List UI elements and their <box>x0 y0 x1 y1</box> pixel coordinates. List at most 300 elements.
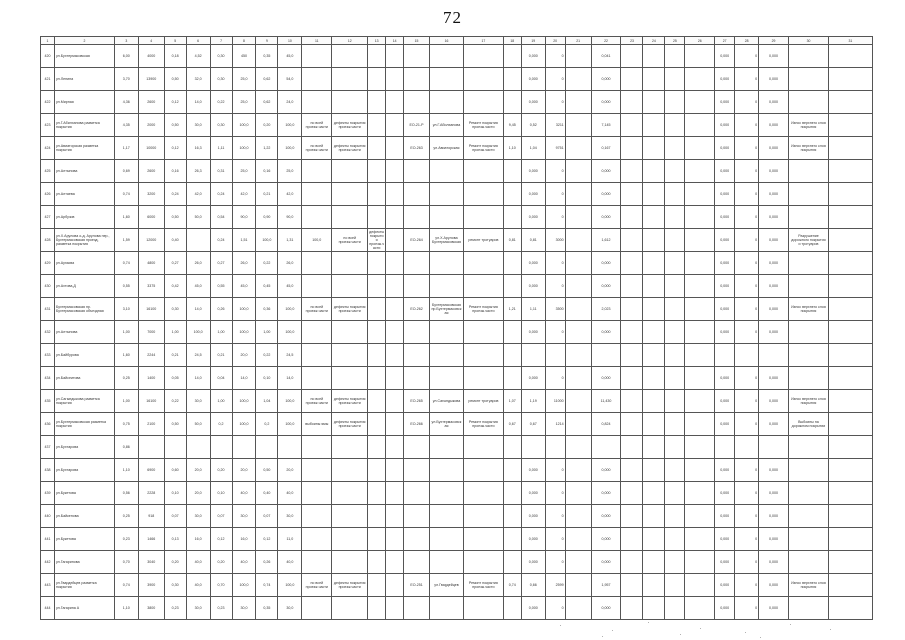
table-cell <box>404 206 430 229</box>
table-cell <box>565 344 591 367</box>
table-cell <box>232 436 256 459</box>
table-cell: 3,10 <box>114 298 138 321</box>
table-cell: 0,30 <box>164 298 186 321</box>
table-cell: 0,50 <box>164 206 186 229</box>
table-cell <box>828 229 872 252</box>
table-cell <box>665 160 685 183</box>
table-cell <box>186 436 210 459</box>
table-cell <box>368 252 386 275</box>
table-cell: 6,00 <box>114 45 138 68</box>
table-cell: 0,000 <box>521 160 545 183</box>
table-cell <box>643 68 665 91</box>
table-cell <box>368 183 386 206</box>
scan-speck <box>648 622 649 623</box>
table-cell: 0,000 <box>521 45 545 68</box>
table-cell: 1,00 <box>210 321 232 344</box>
table-cell: ул.Бухтарова <box>54 436 114 459</box>
table-cell: 40,0 <box>278 482 302 505</box>
table-cell: 0,000 <box>759 482 789 505</box>
table-cell: 433 <box>41 344 55 367</box>
table-cell: 0,000 <box>591 505 621 528</box>
table-cell <box>665 206 685 229</box>
table-cell: 0,35 <box>256 597 278 620</box>
table-cell <box>789 206 829 229</box>
table-cell: 0,000 <box>759 252 789 275</box>
table-cell <box>665 482 685 505</box>
table-cell: 1,612 <box>591 229 621 252</box>
table-cell: 0,30 <box>164 574 186 597</box>
table-cell: 2600 <box>138 91 164 114</box>
table-cell: 24,5 <box>186 344 210 367</box>
table-cell <box>503 436 521 459</box>
table-cell <box>759 436 789 459</box>
table-row <box>41 367 873 390</box>
column-number-cell: 24 <box>643 37 665 45</box>
column-number-cell: 21 <box>565 37 591 45</box>
table-cell: 0,66 <box>521 574 545 597</box>
table-cell <box>332 183 368 206</box>
table-cell <box>386 528 404 551</box>
table-cell <box>386 275 404 298</box>
table-cell: 0 <box>735 45 759 68</box>
table-cell: 0 <box>735 459 759 482</box>
table-cell <box>565 45 591 68</box>
table-cell <box>302 91 332 114</box>
table-cell <box>386 45 404 68</box>
table-cell: 0,000 <box>759 597 789 620</box>
table-cell <box>210 436 232 459</box>
table-row <box>41 390 873 413</box>
table-cell <box>665 45 685 68</box>
table-cell: 0,74 <box>114 252 138 275</box>
table-cell <box>643 505 665 528</box>
table-cell: 0,000 <box>521 91 545 114</box>
table-cell <box>332 68 368 91</box>
table-cell: 30,0 <box>232 505 256 528</box>
table-cell <box>463 367 503 390</box>
table-cell <box>463 206 503 229</box>
column-number-cell: 17 <box>463 37 503 45</box>
table-cell: 100,0 <box>256 229 278 252</box>
table-cell <box>665 229 685 252</box>
table-cell <box>621 505 643 528</box>
table-cell: 20,0 <box>278 459 302 482</box>
table-cell: 425 <box>41 160 55 183</box>
table-cell <box>643 137 665 160</box>
table-cell: дефекты покрытия проезж.части <box>332 137 368 160</box>
table-cell: 0,000 <box>521 252 545 275</box>
table-cell: 0 <box>735 114 759 137</box>
table-cell: 0,67 <box>521 413 545 436</box>
table-cell: 0,24 <box>164 183 186 206</box>
table-cell: 0,24 <box>210 229 232 252</box>
table-cell <box>386 321 404 344</box>
table-cell <box>685 91 715 114</box>
table-cell: 0 <box>545 482 565 505</box>
table-cell: 0,74 <box>114 183 138 206</box>
column-number-cell: 3 <box>114 37 138 45</box>
table-cell: 24,0 <box>278 91 302 114</box>
table-cell <box>685 459 715 482</box>
table-cell: 1400 <box>138 367 164 390</box>
table-cell: ул.Сагындыкова <box>430 390 464 413</box>
table-cell <box>789 459 829 482</box>
table-cell <box>386 206 404 229</box>
table-cell <box>503 91 521 114</box>
table-cell <box>621 252 643 275</box>
table-cell: 4,36 <box>114 91 138 114</box>
table-cell <box>643 114 665 137</box>
table-cell <box>665 68 685 91</box>
table-cell <box>503 321 521 344</box>
table-cell <box>621 183 643 206</box>
table-cell: 0,000 <box>715 390 735 413</box>
table-cell: по всей проезж.части <box>302 114 332 137</box>
table-cell <box>828 390 872 413</box>
table-cell: 0 <box>735 528 759 551</box>
table-cell: 0,22 <box>256 344 278 367</box>
table-cell: 0,16 <box>256 160 278 183</box>
table-cell <box>503 505 521 528</box>
table-cell: 0,36 <box>256 298 278 321</box>
table-cell <box>621 275 643 298</box>
column-number-cell: 12 <box>332 37 368 45</box>
table-cell: 100,0 <box>278 574 302 597</box>
table-cell <box>565 252 591 275</box>
table-cell: 26,0 <box>278 252 302 275</box>
table-cell: 0 <box>545 68 565 91</box>
table-cell <box>621 597 643 620</box>
table-cell: 30,0 <box>186 505 210 528</box>
table-cell: 1,59 <box>114 229 138 252</box>
table-cell <box>665 413 685 436</box>
table-cell: 0,12 <box>256 528 278 551</box>
table-cell: 427 <box>41 206 55 229</box>
table-cell <box>643 436 665 459</box>
table-cell: ул.Х.Арулова о-д, Арулова пер., Бухтермасовская проезд, разметка покрытия <box>54 229 114 252</box>
table-cell: 1,17 <box>114 137 138 160</box>
table-cell: ул.Г.Абилханова разметка покрытия <box>54 114 114 137</box>
table-cell: ЕО-263 <box>404 137 430 160</box>
table-cell: 0,25 <box>114 505 138 528</box>
table-cell: 0,000 <box>715 413 735 436</box>
table-cell <box>789 436 829 459</box>
table-cell <box>565 482 591 505</box>
table-cell <box>368 482 386 505</box>
table-cell <box>386 114 404 137</box>
table-cell: 0,000 <box>521 206 545 229</box>
table-cell: 1,11 <box>210 137 232 160</box>
table-cell <box>332 206 368 229</box>
table-cell: 0,000 <box>591 252 621 275</box>
table-cell <box>828 183 872 206</box>
table-cell <box>789 183 829 206</box>
table-cell <box>138 436 164 459</box>
table-cell <box>565 275 591 298</box>
table-cell <box>386 505 404 528</box>
table-cell <box>430 367 464 390</box>
table-cell <box>302 252 332 275</box>
table-cell: 0 <box>545 367 565 390</box>
column-number-cell: 5 <box>164 37 186 45</box>
table-cell: 0,000 <box>715 114 735 137</box>
table-cell <box>404 321 430 344</box>
table-cell <box>368 206 386 229</box>
table-cell: 0,20 <box>164 551 186 574</box>
table-cell <box>404 344 430 367</box>
table-cell: 1,22 <box>256 137 278 160</box>
table-cell: Износ верхнего слоя покрытия <box>789 298 829 321</box>
table-cell <box>643 160 665 183</box>
table-cell: ул.Букетова <box>54 528 114 551</box>
table-cell <box>503 252 521 275</box>
table-cell: 432 <box>41 321 55 344</box>
table-cell: 0,000 <box>591 68 621 91</box>
table-cell: 100,0 <box>232 390 256 413</box>
table-cell <box>789 597 829 620</box>
table-cell: 100,0 <box>186 321 210 344</box>
table-cell: 32,0 <box>186 68 210 91</box>
table-cell: 0,000 <box>759 298 789 321</box>
table-cell: 1,00 <box>114 390 138 413</box>
table-cell: ЕО-266 <box>404 413 430 436</box>
table-cell <box>789 367 829 390</box>
table-cell: 0,07 <box>210 505 232 528</box>
table-cell: 420 <box>41 45 55 68</box>
table-cell <box>565 574 591 597</box>
table-cell <box>332 505 368 528</box>
table-cell: по всей проезж.части <box>302 574 332 597</box>
table-cell: 0,000 <box>759 114 789 137</box>
table-cell: 0,000 <box>591 91 621 114</box>
table-cell: 438 <box>41 459 55 482</box>
table-cell: 0,27 <box>210 252 232 275</box>
table-cell: 9751 <box>545 137 565 160</box>
table-cell: 0,10 <box>164 482 186 505</box>
table-cell <box>665 597 685 620</box>
table-cell <box>828 68 872 91</box>
table-cell: 0 <box>735 321 759 344</box>
table-cell: 30,0 <box>186 390 210 413</box>
table-cell: 0 <box>545 160 565 183</box>
column-number-cell: 20 <box>545 37 565 45</box>
table-row <box>41 551 873 574</box>
table-cell <box>665 252 685 275</box>
column-number-cell: 7 <box>210 37 232 45</box>
table-cell <box>565 206 591 229</box>
table-cell <box>386 229 404 252</box>
table-cell: 0,55 <box>114 275 138 298</box>
table-cell <box>643 229 665 252</box>
table-cell: 0,000 <box>715 298 735 321</box>
table-cell <box>685 229 715 252</box>
table-cell: 50,0 <box>186 206 210 229</box>
table-cell: 16,0 <box>186 528 210 551</box>
table-cell <box>521 436 545 459</box>
table-row <box>41 597 873 620</box>
table-cell: 90,0 <box>232 206 256 229</box>
table-cell: 0,000 <box>715 367 735 390</box>
table-cell <box>368 45 386 68</box>
table-cell: 0,000 <box>759 574 789 597</box>
table-cell <box>386 436 404 459</box>
table-cell: 26,0 <box>232 252 256 275</box>
table-cell: 0,824 <box>591 413 621 436</box>
table-cell: 0,50 <box>256 459 278 482</box>
table-cell <box>368 390 386 413</box>
table-cell: 30,0 <box>278 505 302 528</box>
table-cell: 0 <box>545 505 565 528</box>
table-cell: 0,20 <box>256 114 278 137</box>
table-cell: 100,0 <box>302 229 332 252</box>
table-cell: 0,000 <box>715 275 735 298</box>
table-cell: 42,0 <box>232 183 256 206</box>
table-cell <box>368 91 386 114</box>
table-cell: 54,0 <box>278 68 302 91</box>
table-cell: 1,10 <box>503 137 521 160</box>
table-cell <box>430 91 464 114</box>
table-cell: 0,86 <box>114 436 138 459</box>
table-cell <box>503 367 521 390</box>
table-cell: ЕО-265 <box>404 390 430 413</box>
table-cell <box>430 252 464 275</box>
table-cell: 25,0 <box>232 68 256 91</box>
table-cell: ул.Алтынова <box>54 160 114 183</box>
table-row <box>41 574 873 597</box>
table-cell: 0,67 <box>503 413 521 436</box>
table-cell: 0,62 <box>256 68 278 91</box>
table-cell: 100,0 <box>278 413 302 436</box>
table-row <box>41 114 873 137</box>
table-cell <box>430 505 464 528</box>
table-cell <box>565 160 591 183</box>
table-cell: ремонт тротуаров <box>463 229 503 252</box>
table-cell: 0,000 <box>715 505 735 528</box>
table-cell <box>643 183 665 206</box>
table-cell <box>665 390 685 413</box>
table-row <box>41 436 873 459</box>
table-cell <box>643 413 665 436</box>
table-cell: 0,000 <box>759 68 789 91</box>
table-cell <box>368 160 386 183</box>
table-cell: 0,50 <box>164 114 186 137</box>
table-cell <box>302 344 332 367</box>
table-cell: 0,000 <box>759 229 789 252</box>
table-row <box>41 160 873 183</box>
table-cell <box>386 252 404 275</box>
table-cell <box>828 252 872 275</box>
table-cell <box>386 413 404 436</box>
table-cell <box>302 482 332 505</box>
table-cell: 40,0 <box>278 551 302 574</box>
table-cell <box>621 298 643 321</box>
table-cell <box>404 551 430 574</box>
table-cell <box>789 528 829 551</box>
table-cell <box>368 114 386 137</box>
table-cell <box>621 459 643 482</box>
table-cell <box>828 275 872 298</box>
table-cell <box>503 551 521 574</box>
column-number-cell: 11 <box>302 37 332 45</box>
table-cell: 0,000 <box>715 183 735 206</box>
table-cell: 434 <box>41 367 55 390</box>
scan-speck <box>602 636 603 637</box>
table-cell: 0,81 <box>521 229 545 252</box>
table-cell <box>643 91 665 114</box>
table-cell: 428 <box>41 229 55 252</box>
table-cell: 3375 <box>138 275 164 298</box>
table-cell: 30,0 <box>232 597 256 620</box>
table-cell <box>302 183 332 206</box>
table-cell: 0,50 <box>164 68 186 91</box>
table-cell: 0,69 <box>114 160 138 183</box>
table-cell <box>430 45 464 68</box>
table-cell <box>828 436 872 459</box>
table-row <box>41 91 873 114</box>
table-cell <box>621 528 643 551</box>
table-cell: 0,12 <box>210 528 232 551</box>
table-cell <box>302 321 332 344</box>
table-cell: 16100 <box>138 298 164 321</box>
table-cell <box>503 206 521 229</box>
table-cell <box>430 528 464 551</box>
scan-speck <box>760 637 761 638</box>
table-cell <box>503 597 521 620</box>
table-cell: ул.Сагындыкова разметка покрытия <box>54 390 114 413</box>
table-cell: 0,27 <box>164 252 186 275</box>
table-cell <box>332 45 368 68</box>
table-cell: 0 <box>545 275 565 298</box>
table-cell <box>685 137 715 160</box>
table-cell: ул.Алтаева <box>54 183 114 206</box>
table-cell <box>463 68 503 91</box>
scan-speck <box>700 628 701 629</box>
table-cell: 0,000 <box>759 275 789 298</box>
table-cell: 0,70 <box>114 551 138 574</box>
table-cell: 100,0 <box>232 114 256 137</box>
table-cell: 0,07 <box>256 505 278 528</box>
table-cell: 1,21 <box>503 298 521 321</box>
table-cell: 0,000 <box>521 183 545 206</box>
table-cell <box>759 344 789 367</box>
table-cell: дефекты покрытия проезж.части <box>332 298 368 321</box>
table-cell: 1,07 <box>503 390 521 413</box>
table-cell: 450 <box>232 45 256 68</box>
table-cell: 0,000 <box>759 91 789 114</box>
table-cell: 0,40 <box>256 482 278 505</box>
scan-speck <box>612 630 613 631</box>
table-cell <box>386 574 404 597</box>
table-cell <box>685 390 715 413</box>
table-cell <box>386 551 404 574</box>
table-cell <box>715 344 735 367</box>
table-cell: 7,145 <box>591 114 621 137</box>
table-cell <box>828 160 872 183</box>
table-cell <box>665 114 685 137</box>
table-cell: 100,0 <box>278 114 302 137</box>
table-cell: Бухтермасовская пр. Бухтермасовская объездная <box>54 298 114 321</box>
table-cell <box>621 321 643 344</box>
table-cell <box>565 137 591 160</box>
table-cell: 0 <box>735 482 759 505</box>
table-cell: 2000 <box>138 114 164 137</box>
table-cell <box>404 367 430 390</box>
table-cell <box>685 114 715 137</box>
table-cell: 0,000 <box>715 482 735 505</box>
table-cell: 0,54 <box>210 206 232 229</box>
table-cell: 45,0 <box>186 275 210 298</box>
table-cell: 0,000 <box>521 68 545 91</box>
